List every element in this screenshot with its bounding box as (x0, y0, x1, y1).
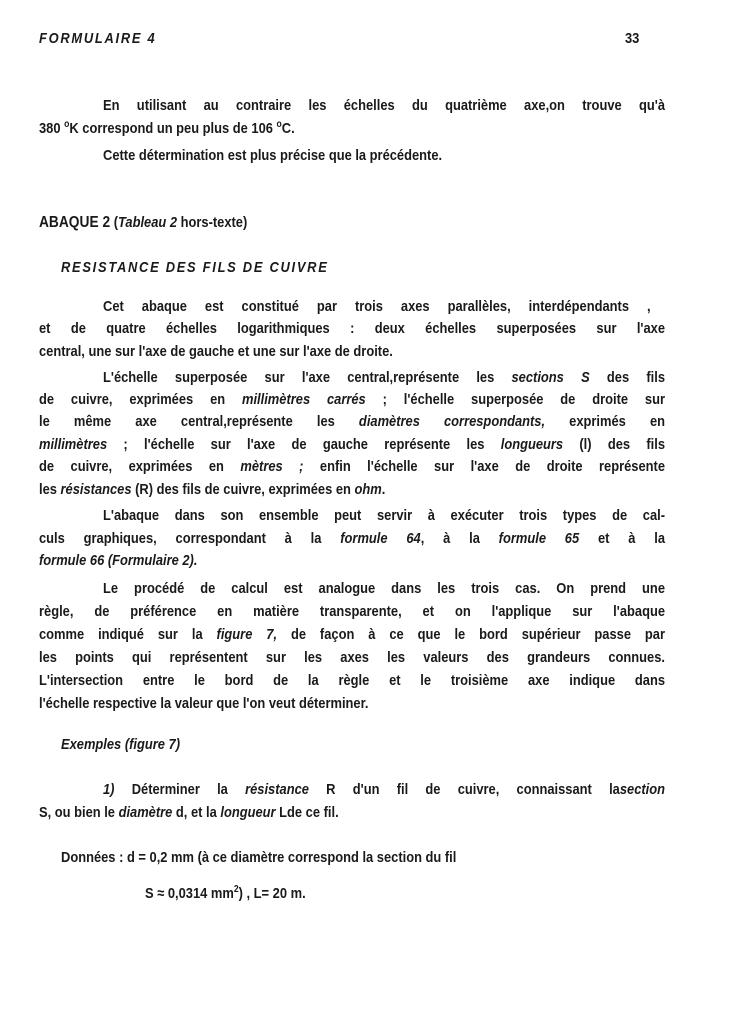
text: S ≈ 0,0314 mm (145, 885, 234, 902)
intro-line-1: En utilisant au contraire les échelles du quatrième axe,on trouve qu'à (103, 97, 665, 114)
emphasis: diamètres correspondants, (358, 413, 546, 430)
text: exprimés en (545, 413, 666, 430)
para2-line-2 (39, 391, 665, 409)
para1-line-2: et de quatre échelles logarithmiques : deux échelles superposées sur l'axe (39, 320, 665, 337)
emphasis: ohm (354, 481, 382, 498)
text: de façon à ce que le bord supérieur passe par (277, 626, 665, 643)
emphasis: mètres ; (240, 458, 304, 475)
example1-line-2 (39, 804, 665, 822)
para4-line-1: Le procédé de calcul est analogue dans les trois cas. On prend une (103, 580, 665, 597)
hors-texte: hors-texte) (177, 214, 248, 231)
para2-line-4 (39, 436, 665, 454)
text: , à la (420, 530, 499, 547)
squared-sup: 2 (233, 884, 239, 895)
para2-line-3 (39, 413, 665, 431)
text: 380 (39, 120, 65, 137)
text: (R) des fils de cuivre, exprimées en (131, 481, 355, 498)
intro-line-3: Cette détermination est plus précise que la précédente. (103, 147, 443, 164)
text: les (39, 481, 61, 498)
emphasis: millimètres carrés (242, 391, 366, 408)
emphasis: millimètres (39, 436, 108, 453)
para2-line-5 (39, 458, 665, 476)
degree-sup: o (64, 119, 70, 130)
text: ) , L= 20 m. (238, 885, 306, 902)
abaque-label: ABAQUE 2 (39, 214, 111, 231)
intro-line-2 (39, 120, 665, 138)
text: Déterminer la (114, 781, 246, 798)
text: comme indiqué sur la (39, 626, 217, 643)
given-data-line-1: Données : d = 0,2 mm (à ce diamètre correspond la section du fil (61, 849, 457, 866)
paren: ( (110, 214, 118, 231)
given-data-line-2 (145, 885, 306, 902)
emphasis: formule 66 (Formulaire 2). (39, 552, 198, 569)
emphasis: formule 64 (340, 530, 421, 547)
text: S, ou bien le (39, 804, 119, 821)
para4-line-2: règle, de préférence en matière transparente, et on l'applique sur l'abaque (39, 603, 665, 620)
text: d, et la (172, 804, 221, 821)
para4-line-3 (39, 626, 665, 644)
emphasis: formule 65 (498, 530, 580, 547)
emphasis: résistances (60, 481, 132, 498)
page-number: 33 (625, 30, 640, 47)
text: L'échelle superposée sur l'axe central,représente les (103, 369, 512, 386)
para4-line-4: les points qui représentent sur les axes les valeurs des grandeurs connues. (39, 649, 665, 666)
para2-line-6 (39, 481, 665, 499)
text: le même axe central,représente les (39, 413, 359, 430)
emphasis: diamètre (118, 804, 173, 821)
text: . (381, 481, 386, 498)
text: Lde ce fil. (275, 804, 339, 821)
emphasis: sections S (511, 369, 590, 386)
text: culs graphiques, correspondant à la (39, 530, 341, 547)
text: ; l'échelle sur l'axe de gauche représente les (107, 436, 501, 453)
text: et à la (579, 530, 666, 547)
emphasis: section (619, 781, 666, 798)
para3-line-2 (39, 530, 665, 548)
emphasis: figure 7, (216, 626, 278, 643)
text: de cuivre, exprimées en (39, 458, 241, 475)
text: ; l'échelle superposée de droite sur (365, 391, 665, 408)
example-number: 1) (103, 781, 115, 798)
example1-line-1 (103, 781, 665, 799)
para4-line-5: L'intersection entre le bord de la règle et le troisième axe indique dans (39, 672, 665, 689)
text: des fils (589, 369, 666, 386)
text: K correspond un peu plus de 106 (69, 120, 277, 137)
section-subtitle: RESISTANCE DES FILS DE CUIVRE (61, 259, 329, 276)
emphasis: résistance (245, 781, 309, 798)
para2-line-1 (103, 369, 665, 387)
para3-line-3 (39, 552, 665, 570)
text: enfin l'échelle sur l'axe de droite représente (303, 458, 665, 475)
para1-line-3: central, une sur l'axe de gauche et une sur l'axe de droite. (39, 343, 393, 360)
emphasis: longueurs (500, 436, 564, 453)
tableau-ref: Tableau 2 (117, 214, 178, 231)
emphasis: longueur (220, 804, 276, 821)
text: de cuivre, exprimées en (39, 391, 243, 408)
para4-line-6: l'échelle respective la valeur que l'on veut déterminer. (39, 695, 369, 712)
degree-sup: o (276, 119, 282, 130)
para1-line-1: Cet abaque est constitué par trois axes parallèles, interdépendants , (103, 298, 651, 315)
para3-line-1: L'abaque dans son ensemble peut servir à exécuter trois types de cal- (103, 507, 665, 524)
text: R d'un fil de cuivre, connaissant la (308, 781, 620, 798)
examples-heading: Exemples (figure 7) (61, 736, 181, 753)
section-heading (39, 214, 247, 232)
text: C. (281, 120, 295, 137)
text: (l) des fils (563, 436, 665, 453)
running-header-title: FORMULAIRE 4 (39, 30, 157, 47)
